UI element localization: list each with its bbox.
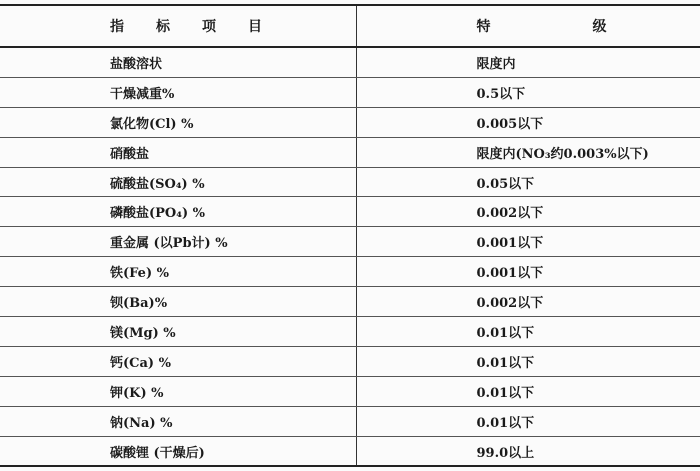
row-item: 铁(Fe) % (0, 257, 356, 287)
table-row (0, 257, 700, 287)
header-grade-char: 级 (592, 19, 607, 35)
table-row (0, 167, 700, 197)
header-item-column (0, 5, 356, 47)
table-row (0, 197, 700, 227)
row-value: 0.005以下 (356, 107, 700, 137)
row-value: 限度内 (356, 47, 700, 77)
table-row (0, 77, 700, 107)
header-item-char: 目 (248, 19, 262, 35)
table-row (0, 137, 700, 167)
header-row (0, 5, 700, 47)
row-item: 碳酸锂 (干燥后) (0, 436, 356, 466)
row-value: 0.01以下 (356, 317, 700, 347)
table-row (0, 346, 700, 376)
header-grade-label (477, 16, 607, 36)
table-row (0, 406, 700, 436)
row-item: 钠(Na) % (0, 406, 356, 436)
table-row (0, 107, 700, 137)
header-item-label (110, 16, 262, 36)
row-item: 钙(Ca) % (0, 346, 356, 376)
header-item-char: 标 (156, 19, 170, 35)
row-value: 0.001以下 (356, 257, 700, 287)
header-item-char: 项 (202, 19, 216, 35)
row-value: 0.002以下 (356, 287, 700, 317)
row-value: 0.001以下 (356, 227, 700, 257)
row-value: 0.002以下 (356, 197, 700, 227)
row-item: 镁(Mg) % (0, 317, 356, 347)
row-value: 0.05以下 (356, 167, 700, 197)
row-item: 硝酸盐 (0, 137, 356, 167)
row-value: 0.01以下 (356, 376, 700, 406)
row-item: 干燥减重% (0, 77, 356, 107)
header-item-char: 指 (110, 19, 124, 35)
table-row (0, 227, 700, 257)
row-item: 钾(K) % (0, 376, 356, 406)
table-row (0, 317, 700, 347)
table-row (0, 376, 700, 406)
spec-table (0, 4, 700, 467)
row-item: 钡(Ba)% (0, 287, 356, 317)
row-value: 0.01以下 (356, 406, 700, 436)
row-value: 0.01以下 (356, 346, 700, 376)
header-grade-char: 特 (476, 19, 491, 35)
table-row (0, 436, 700, 466)
table-row (0, 287, 700, 317)
row-item: 重金属 (以Pb计) % (0, 227, 356, 257)
row-value: 0.5以下 (356, 77, 700, 107)
row-value: 限度内(NO₃约0.003%以下) (356, 137, 700, 167)
header-grade-column (356, 5, 700, 47)
row-item: 磷酸盐(PO₄) % (0, 197, 356, 227)
row-value: 99.0以上 (356, 436, 700, 466)
row-item: 盐酸溶状 (0, 47, 356, 77)
row-item: 氯化物(Cl) % (0, 107, 356, 137)
table-row (0, 47, 700, 77)
row-item: 硫酸盐(SO₄) % (0, 167, 356, 197)
table-body (0, 47, 700, 466)
table-header (0, 5, 700, 47)
